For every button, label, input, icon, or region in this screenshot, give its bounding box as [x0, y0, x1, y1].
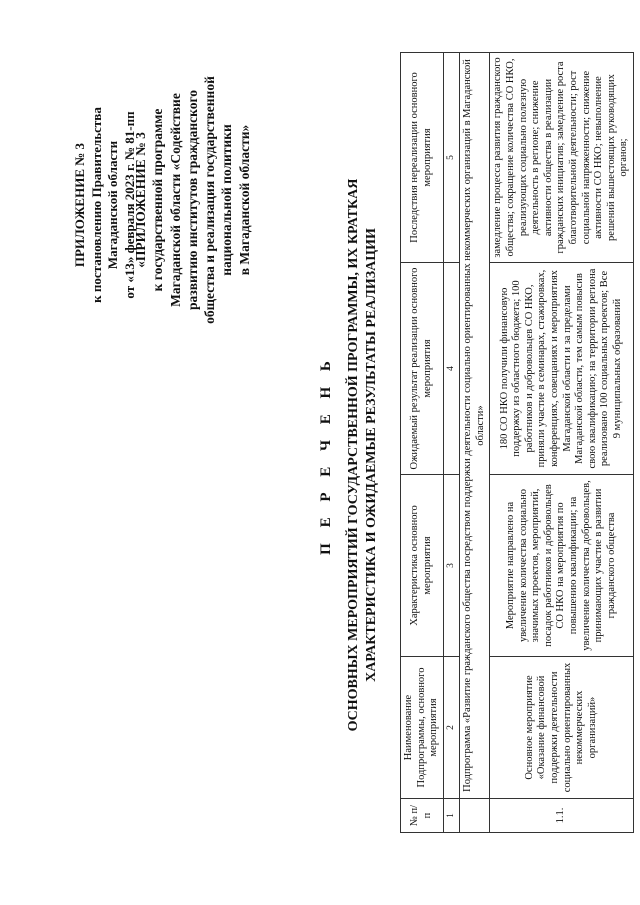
col-header-result: Ожидаемый результат реализации основного мероприятия: [401, 263, 444, 475]
column-number: 5: [443, 53, 459, 263]
measure-name: Основное мероприятие «Оказание финансовой поддержки деятельности социально ориентированных некоммерческих организаций»: [490, 657, 634, 799]
col-header-number: № п/п: [401, 799, 444, 833]
column-number: 1: [443, 799, 459, 833]
col-header-consequences: Последствия нереализации основного мероприятия: [401, 53, 444, 263]
subtitle-line-2: ХАРАКТЕРИСТИКА И ОЖИДАЕМЫЕ РЕЗУЛЬТАТЫ РЕАЛИЗАЦИИ: [364, 228, 380, 682]
col-header-name: Наименование Подпрограммы, основного мероприятия: [401, 657, 444, 799]
subprogram-empty-cell: [460, 799, 490, 833]
column-number-row: [443, 53, 459, 833]
program-appendix-number: «ПРИЛОЖЕНИЕ № 3: [133, 132, 148, 268]
subprogram-title: Подпрограмма «Развитие гражданского общества посредством поддержки деятельности социально ориентированных некоммерческих организаций в Магаданской области»: [460, 53, 490, 799]
table-header-row: [401, 53, 444, 833]
column-number: 3: [443, 475, 459, 657]
measure-expected-result: 180 СО НКО получили финансовую поддержку из областного бюджета; 100 работников и добровольцев СО НКО, приняли участие в семинарах, стажировках, конференциях, совещаниях и мероприятиях Магаданской области и за пределами Магаданской области, тем самым повысив свою квалификацию; на территории региона реализовано 100 социальных проектов; Все 9 муниципальных образований: [490, 263, 634, 475]
program-name-line-2: развитию институтов гражданского: [184, 90, 200, 310]
table-row: [490, 53, 634, 833]
program-name-line-1: Магаданской области «Содействие: [167, 93, 183, 307]
measure-consequences: замедление процесса развития гражданского общества; сокращение количества СО НКО, реализующих социально полезную деятельность в регионе; снижение активности общества в реализации гражданских инициатив; замедление роста благотворительной деятельности; рост социальной напряженности; снижение активности СО НКО; невыполнение решений вышестоящих руководящих органов;: [490, 53, 634, 263]
program-appendix-header: [132, 50, 253, 350]
document-subtitle: [345, 145, 381, 765]
column-number: 2: [443, 657, 459, 799]
resolution-reference: к постановлению Правительства: [88, 107, 104, 303]
subprogram-row: [460, 53, 490, 833]
col-header-characteristic: Характеристика основного мероприятия: [401, 475, 444, 657]
subtitle-line-1: ОСНОВНЫХ МЕРОПРИЯТИЙ ГОСУДАРСТВЕННОЙ ПРОГРАММЫ, ИХ КРАТКАЯ: [346, 178, 361, 732]
program-name-line-5: в Магаданской области»: [236, 124, 252, 276]
region-name: Магаданской области: [105, 140, 121, 270]
column-number: 4: [443, 263, 459, 475]
row-number: 1.1.: [490, 799, 634, 833]
program-reference: к государственной программе: [150, 108, 166, 292]
document-title: П Е Р Е Ч Е Н Ь: [318, 355, 334, 555]
measure-characteristic: Мероприятие направлено на увеличение количества социально значимых проектов, мероприятий, посадок работников и добровольцев СО НКО на мероприятия по повышению квалификации; на увеличение количества добровольцев, принимающих участие в развитии гражданского общества: [490, 475, 634, 657]
program-name-line-3: общества и реализация государственной: [202, 76, 218, 324]
measures-table: [400, 52, 634, 833]
appendix-number: ПРИЛОЖЕНИЕ № 3: [72, 142, 87, 268]
program-name-line-4: национальной политики: [219, 124, 235, 276]
resolution-date: от «13» февраля 2023 г. № 81-пп: [121, 111, 137, 299]
appendix-header: [72, 65, 139, 345]
